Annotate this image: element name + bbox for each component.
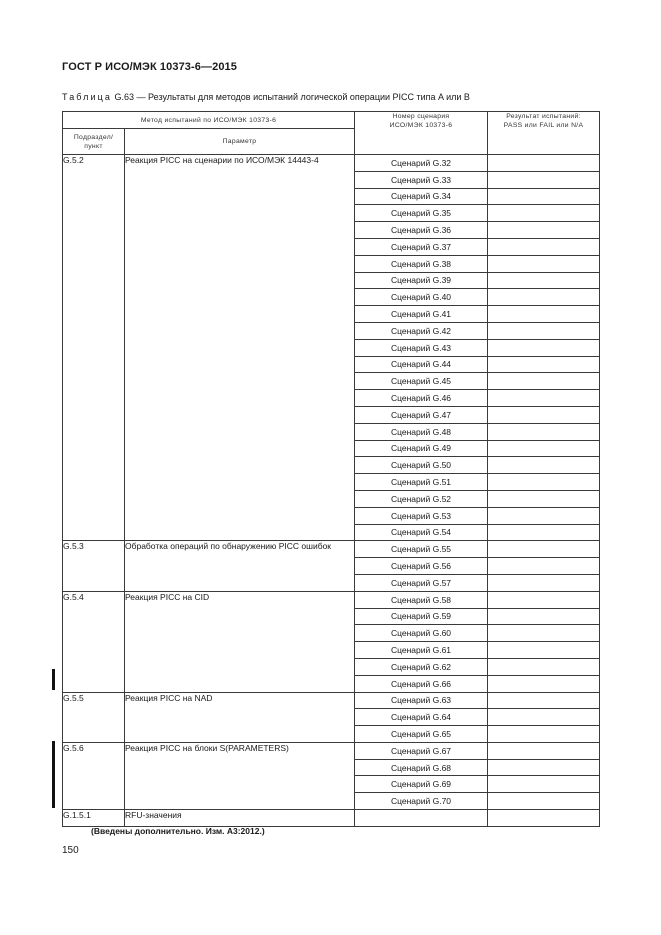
- result-cell[interactable]: [488, 574, 600, 591]
- table-body: [63, 155, 600, 827]
- table-caption-label: Таблица: [62, 92, 112, 102]
- scenario-cell: Сценарий G.46: [355, 390, 488, 407]
- result-cell[interactable]: [488, 238, 600, 255]
- subsection-cell: G.5.4: [63, 591, 125, 692]
- scenario-cell: Сценарий G.43: [355, 339, 488, 356]
- result-cell[interactable]: [488, 390, 600, 407]
- parameter-cell: Реакция PICC на блоки S(PARAMETERS): [125, 742, 355, 809]
- subsection-cell: G.5.3: [63, 541, 125, 591]
- result-cell[interactable]: [488, 474, 600, 491]
- result-cell[interactable]: [488, 507, 600, 524]
- result-cell[interactable]: [488, 742, 600, 759]
- parameter-cell: Обработка операций по обнаружению PICC ошибок: [125, 541, 355, 591]
- scenario-cell: Сценарий G.64: [355, 709, 488, 726]
- result-cell[interactable]: [488, 793, 600, 810]
- table-caption: [62, 92, 470, 102]
- scenario-cell: Сценарий G.53: [355, 507, 488, 524]
- table-row: [63, 742, 600, 759]
- result-cell[interactable]: [488, 356, 600, 373]
- scenario-cell: [355, 810, 488, 827]
- scenario-cell: Сценарий G.59: [355, 608, 488, 625]
- result-cell[interactable]: [488, 608, 600, 625]
- table-row: [63, 692, 600, 709]
- subsection-cell: G.5.5: [63, 692, 125, 742]
- scenario-cell: Сценарий G.41: [355, 306, 488, 323]
- parameter-cell: Реакция PICC на NAD: [125, 692, 355, 742]
- scenario-cell: Сценарий G.62: [355, 658, 488, 675]
- result-cell[interactable]: [488, 440, 600, 457]
- parameter-cell: Реакция PICC на CID: [125, 591, 355, 692]
- result-cell[interactable]: [488, 222, 600, 239]
- scenario-cell: Сценарий G.55: [355, 541, 488, 558]
- scenario-cell: Сценарий G.56: [355, 558, 488, 575]
- table-caption-text: G.63 — Результаты для методов испытаний логической операции PICC типа A или B: [114, 92, 470, 102]
- table-row: [63, 155, 600, 172]
- result-cell[interactable]: [488, 642, 600, 659]
- header-subsection: Подраздел/ пункт: [63, 129, 125, 155]
- result-cell[interactable]: [488, 591, 600, 608]
- result-cell[interactable]: [488, 289, 600, 306]
- scenario-cell: Сценарий G.34: [355, 188, 488, 205]
- result-cell[interactable]: [488, 373, 600, 390]
- result-cell[interactable]: [488, 810, 600, 827]
- change-bar: [52, 669, 55, 690]
- result-cell[interactable]: [488, 457, 600, 474]
- scenario-cell: Сценарий G.47: [355, 406, 488, 423]
- scenario-cell: Сценарий G.67: [355, 742, 488, 759]
- result-cell[interactable]: [488, 558, 600, 575]
- result-cell[interactable]: [488, 339, 600, 356]
- scenario-cell: Сценарий G.45: [355, 373, 488, 390]
- scenario-cell: Сценарий G.63: [355, 692, 488, 709]
- table-row: [63, 591, 600, 608]
- result-cell[interactable]: [488, 625, 600, 642]
- scenario-cell: Сценарий G.52: [355, 490, 488, 507]
- scenario-cell: Сценарий G.33: [355, 171, 488, 188]
- result-cell[interactable]: [488, 272, 600, 289]
- result-cell[interactable]: [488, 541, 600, 558]
- results-table: [62, 111, 600, 827]
- page-number: 150: [62, 845, 79, 856]
- header-test-method: Метод испытаний по ИСО/МЭК 10373-6: [63, 112, 355, 129]
- header-test-result: Результат испытаний: PASS или FAIL или N/A: [488, 112, 600, 155]
- subsection-cell: G.5.2: [63, 155, 125, 541]
- document-header: ГОСТ Р ИСО/МЭК 10373-6—2015: [62, 61, 237, 73]
- result-cell[interactable]: [488, 675, 600, 692]
- scenario-cell: Сценарий G.36: [355, 222, 488, 239]
- table-row: [63, 541, 600, 558]
- result-cell[interactable]: [488, 255, 600, 272]
- scenario-cell: Сценарий G.69: [355, 776, 488, 793]
- scenario-cell: Сценарий G.70: [355, 793, 488, 810]
- parameter-cell: RFU-значения: [125, 810, 355, 827]
- result-cell[interactable]: [488, 692, 600, 709]
- subsection-cell: G.1.5.1: [63, 810, 125, 827]
- scenario-cell: Сценарий G.49: [355, 440, 488, 457]
- result-cell[interactable]: [488, 776, 600, 793]
- scenario-cell: Сценарий G.65: [355, 726, 488, 743]
- amendment-note: (Введены дополнительно. Изм. А3:2012.): [91, 826, 265, 836]
- parameter-cell: Реакция PICC на сценарии по ИСО/МЭК 14443-4: [125, 155, 355, 541]
- header-scenario-number: Номер сценария ИСО/МЭК 10373-6: [355, 112, 488, 155]
- scenario-cell: Сценарий G.35: [355, 205, 488, 222]
- result-cell[interactable]: [488, 524, 600, 541]
- scenario-cell: Сценарий G.61: [355, 642, 488, 659]
- result-cell[interactable]: [488, 306, 600, 323]
- scenario-cell: Сценарий G.42: [355, 322, 488, 339]
- result-cell[interactable]: [488, 709, 600, 726]
- scenario-cell: Сценарий G.60: [355, 625, 488, 642]
- scenario-cell: Сценарий G.32: [355, 155, 488, 172]
- result-cell[interactable]: [488, 423, 600, 440]
- scenario-cell: Сценарий G.68: [355, 759, 488, 776]
- result-cell[interactable]: [488, 322, 600, 339]
- change-bar: [52, 741, 55, 808]
- subsection-cell: G.5.6: [63, 742, 125, 809]
- scenario-cell: Сценарий G.57: [355, 574, 488, 591]
- header-parameter: Параметр: [125, 129, 355, 155]
- table-row: [63, 810, 600, 827]
- result-cell[interactable]: [488, 726, 600, 743]
- scenario-cell: Сценарий G.66: [355, 675, 488, 692]
- scenario-cell: Сценарий G.37: [355, 238, 488, 255]
- result-cell[interactable]: [488, 406, 600, 423]
- scenario-cell: Сценарий G.50: [355, 457, 488, 474]
- result-cell[interactable]: [488, 658, 600, 675]
- scenario-cell: Сценарий G.39: [355, 272, 488, 289]
- scenario-cell: Сценарий G.48: [355, 423, 488, 440]
- result-cell[interactable]: [488, 759, 600, 776]
- result-cell[interactable]: [488, 188, 600, 205]
- scenario-cell: Сценарий G.54: [355, 524, 488, 541]
- scenario-cell: Сценарий G.51: [355, 474, 488, 491]
- scenario-cell: Сценарий G.44: [355, 356, 488, 373]
- result-cell[interactable]: [488, 205, 600, 222]
- result-cell[interactable]: [488, 155, 600, 172]
- scenario-cell: Сценарий G.40: [355, 289, 488, 306]
- result-cell[interactable]: [488, 490, 600, 507]
- scenario-cell: Сценарий G.58: [355, 591, 488, 608]
- result-cell[interactable]: [488, 171, 600, 188]
- scenario-cell: Сценарий G.38: [355, 255, 488, 272]
